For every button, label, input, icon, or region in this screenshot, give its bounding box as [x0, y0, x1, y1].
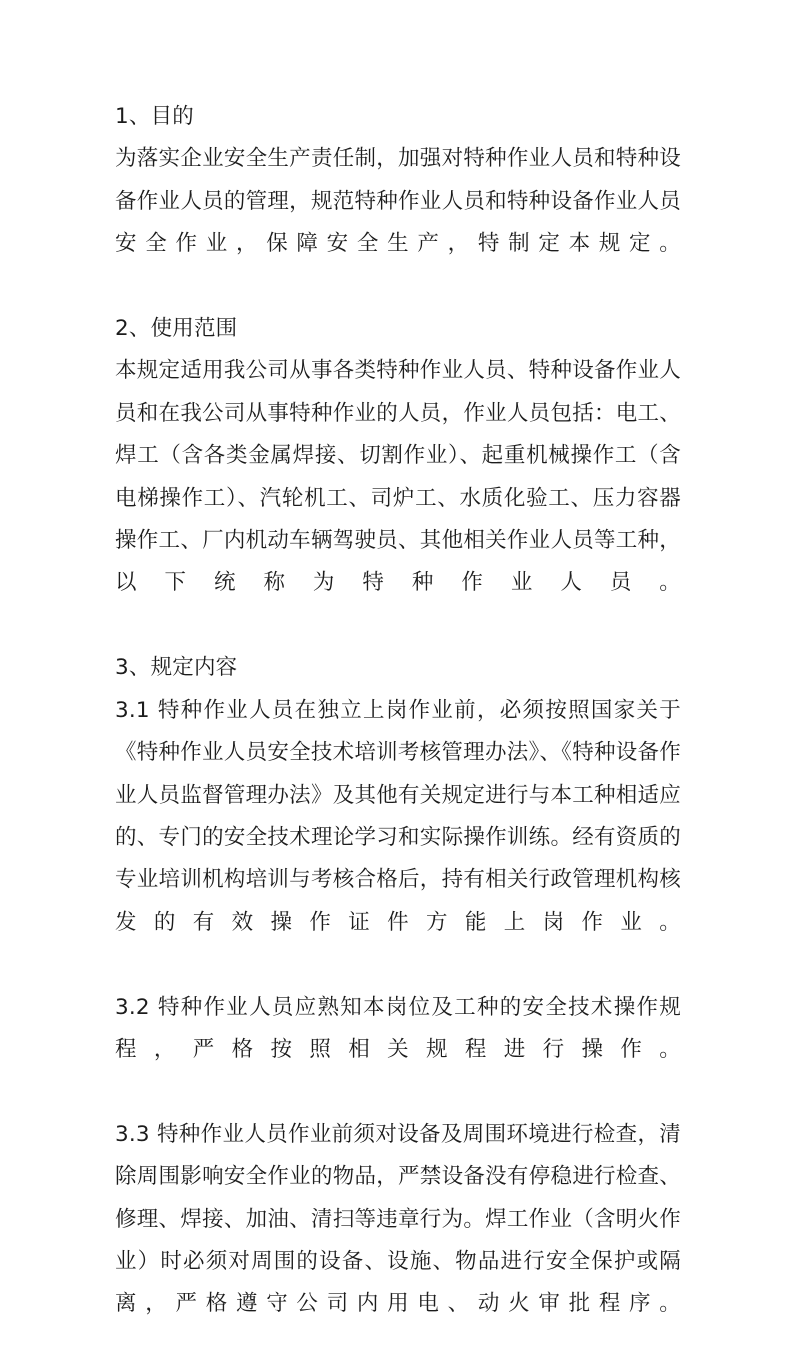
- clause-3-2-paragraph: 3.2 特种作业人员应熟知本岗位及工种的安全技术操作规程，严格按照相关规程进行操作。: [115, 994, 681, 1062]
- section-3-heading: 3、规定内容: [115, 655, 238, 681]
- section-1-paragraph: 为落实企业安全生产责任制，加强对特种作业人员和特种设备作业人员的管理，规范特种作业人员和特种设备作业人员安全作业，保障安全生产，特制定本规定。: [115, 146, 681, 257]
- document-text-body: [115, 96, 681, 1368]
- clause-3-1-paragraph: 3.1 特种作业人员在独立上岗作业前，必须按照国家关于《特种作业人员安全技术培训考核管理办法》、《特种设备作业人员监督管理办法》及其他有关规定进行与本工种相适应的、专门的安全技术理论学习和实际操作训练。经有资质的专业培训机构培训与考核合格后，持有相关行政管理机构核发的有效操作证件方能上岗作业。: [115, 697, 681, 935]
- section-2-heading: 2、使用范围: [115, 316, 238, 342]
- section-1-heading: 1、目的: [115, 104, 194, 129]
- clause-3-3-paragraph: 3.3 特种作业人员作业前须对设备及周围环境进行检查，清除周围影响安全作业的物品，严禁设备没有停稳进行检查、修理、焊接、加油、清扫等违章行为。焊工作业（含明火作业）时必须对周围的设备、设施、物品进行安全保护或隔离，严格遵守公司内用电、动火审批程序。: [115, 1121, 681, 1317]
- section-2-paragraph: 本规定适用我公司从事各类特种作业人员、特种设备作业人员和在我公司从事特种作业的人员，作业人员包括：电工、焊工（含各类金属焊接、切割作业）、起重机械操作工（含电梯操作工）、汽轮机工、司炉工、水质化验工、压力容器操作工、厂内机动车辆驾驶员、其他相关作业人员等工种，以下统称为特种作业人员。: [115, 358, 681, 596]
